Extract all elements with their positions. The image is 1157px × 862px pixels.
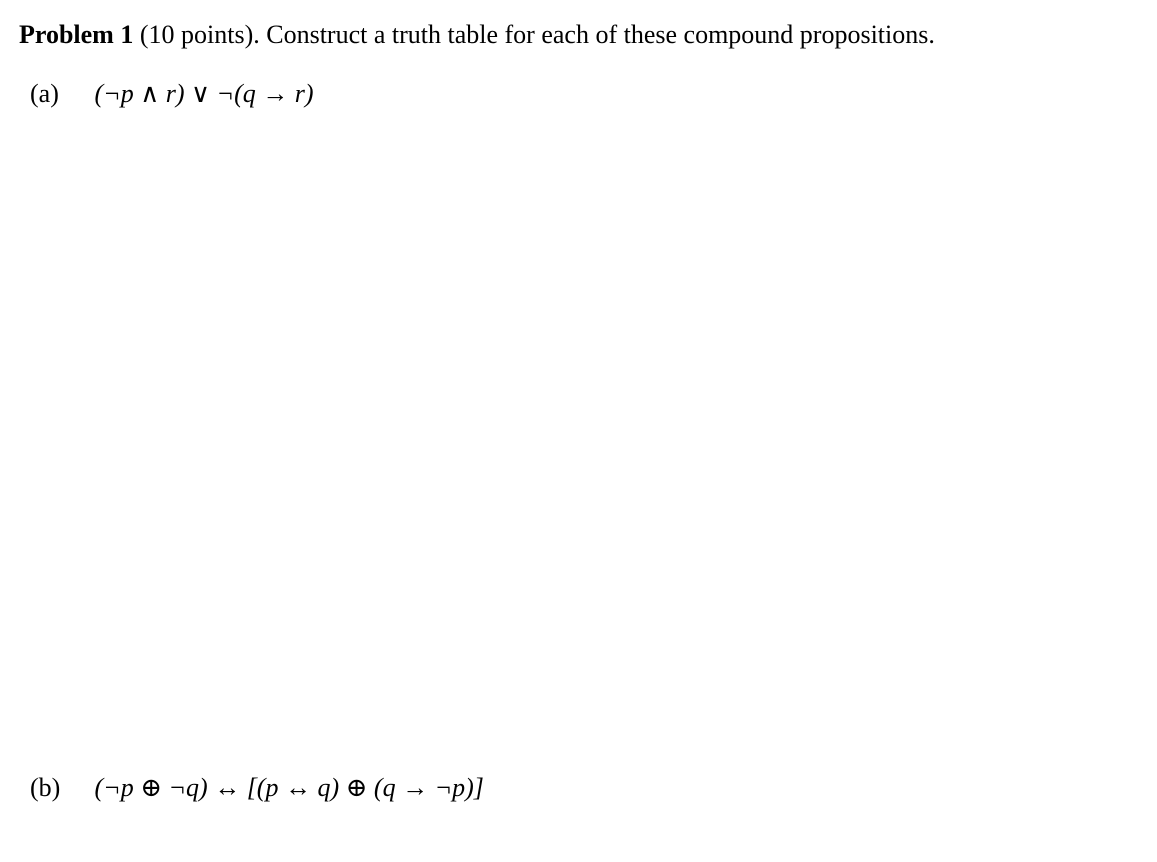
part-a [30, 77, 314, 111]
part-a-formula: (¬p ∧ r) ∨ ¬(q → r) [94, 79, 314, 108]
part-a-answer-space [19, 120, 1138, 760]
part-b-answer-space [19, 815, 1138, 855]
problem-instruction: Construct a truth table for each of these compound propositions. [266, 20, 935, 49]
problem-points: (10 points). [139, 20, 260, 49]
part-b-formula: (¬p ⊕ ¬q) ↔ [(p ↔ q) ⊕ (q → ¬p)] [94, 773, 484, 802]
problem-title: Problem 1 [19, 20, 134, 49]
part-b-label: (b) [30, 773, 61, 802]
part-a-label: (a) [30, 79, 59, 108]
problem-heading [19, 18, 935, 52]
part-b [30, 771, 484, 805]
